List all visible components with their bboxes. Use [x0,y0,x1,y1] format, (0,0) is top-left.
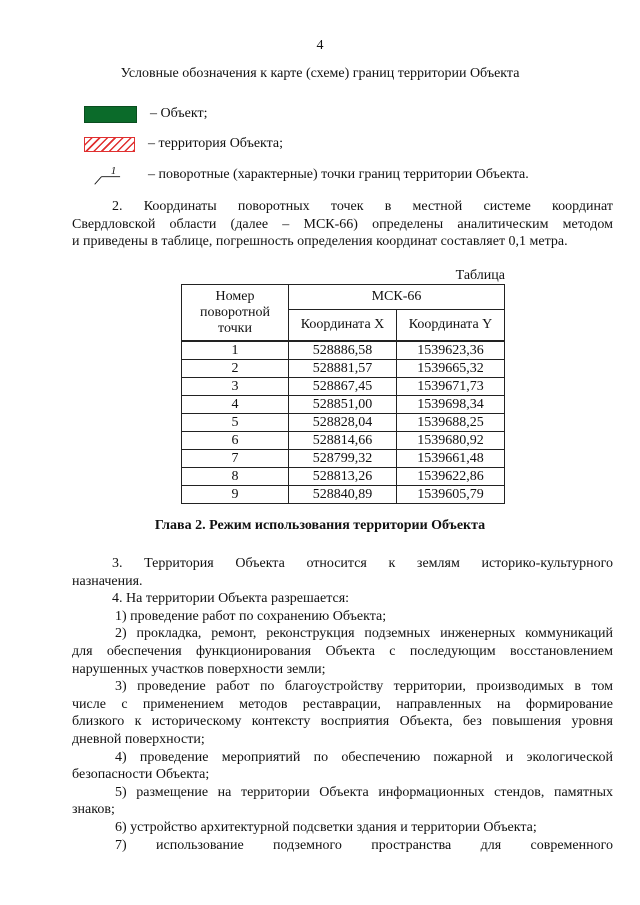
table-cell-y: 1539622,86 [397,468,505,486]
table-cell-n: 7 [182,450,289,468]
table-cell-y: 1539605,79 [397,486,505,504]
body-line: дневной поверхности; [72,731,205,747]
table-cell-x: 528813,26 [289,468,397,486]
table-cell-x: 528814,66 [289,432,397,450]
body-line: для обеспечения функционирования Объекта с последующим восстановлением [72,643,613,659]
table-cell-n: 6 [182,432,289,450]
table-cell-y: 1539688,25 [397,414,505,432]
chapter-title: Глава 2. Режим использования территории Объекта [154,518,486,533]
body-line: безопасности Объекта; [72,767,210,783]
table-row [182,486,505,504]
table-cell-y: 1539698,34 [397,396,505,414]
body-line: 4) проведение мероприятий по обеспечению пожарной и экологической [115,749,613,765]
table-cell-x: 528881,57 [289,360,397,378]
table-row [182,396,505,414]
table-row [182,378,505,396]
table-cell-y: 1539665,32 [397,360,505,378]
chapter-body [72,555,613,854]
table-cell-x: 528851,00 [289,396,397,414]
table-row [182,432,505,450]
table-cell-n: 1 [182,341,289,360]
page-number: 4 [316,38,324,53]
table-cell-y: 1539680,92 [397,432,505,450]
table-cell-n: 2 [182,360,289,378]
legend-territory-label: – территория Объекта; [148,136,284,151]
table-cell-x: 528828,04 [289,414,397,432]
table-cell-y: 1539671,73 [397,378,505,396]
table-row [182,414,505,432]
col-x-header: Координата X [289,310,397,342]
table-row [182,468,505,486]
paragraph-2-line: и приведены в таблице, погрешность определения координат составляет 0,1 метра. [72,234,568,249]
table-cell-x: 528799,32 [289,450,397,468]
legend-territory-row [84,134,283,154]
body-line: 2) прокладка, ремонт, реконструкция подземных инженерных коммуникаций [115,626,613,642]
table-cell-y: 1539661,48 [397,450,505,468]
body-line: 7) использование подземного пространства для современного [115,837,613,853]
body-line: назначения. [72,573,143,589]
body-line: 1) проведение работ по сохранению Объекта; [115,608,387,624]
legend-object-row [84,104,207,124]
table-row [182,360,505,378]
table-cell-x: 528840,89 [289,486,397,504]
table-cell-x: 528886,58 [289,341,397,360]
legend-object-label: – Объект; [150,106,208,121]
table-cell-y: 1539623,36 [397,341,505,360]
legend-title: Условные обозначения к карте (схеме) границ территории Объекта [120,66,520,81]
territory-hatch-swatch [84,137,135,152]
body-line: знаков; [72,802,115,818]
table-caption: Таблица [455,268,505,283]
body-line: близкого к историческому контексту восприятия Объекта, без повышения уровня [72,714,613,730]
body-line: 4. На территории Объекта разрешается: [112,591,350,607]
paragraph-2 [72,198,613,251]
point-marker-number: 1 [110,165,117,178]
table-cell-x: 528867,45 [289,378,397,396]
legend-point-label: – поворотные (характерные) точки границ территории Объекта. [148,167,529,182]
body-line: 3. Территория Объекта относится к землям историко-культурного [112,556,613,571]
table-cell-n: 3 [182,378,289,396]
table-cell-n: 9 [182,486,289,504]
body-line: 3) проведение работ по благоустройству территории, производимых в том [115,679,613,695]
table-row [182,341,505,360]
body-line: 6) устройство архитектурной подсветки здания и территории Объекта; [115,819,537,835]
object-swatch [84,106,137,123]
body-line: нарушенных участков поверхности земли; [72,661,326,677]
paragraph-2-line: Свердловской области (далее – МСК-66) определены аналитическим методом [72,216,613,232]
col-point-number-header: Номер поворотной точки [182,285,289,342]
body-line: 5) размещение на территории Объекта информационных стендов, памятных [115,784,613,800]
table-cell-n: 5 [182,414,289,432]
turning-point-marker-icon [84,164,135,186]
legend-point-row [84,162,529,188]
col-y-header: Координата Y [397,310,505,342]
paragraph-2-line: 2. Координаты поворотных точек в местной системе координат [112,199,613,214]
table-row [182,450,505,468]
table-cell-n: 8 [182,468,289,486]
msk66-group-header: МСК-66 [289,285,505,310]
table-cell-n: 4 [182,396,289,414]
coordinates-table [181,284,505,504]
body-line: числе с применением методов реставрации, направленных на формирование [72,696,613,712]
